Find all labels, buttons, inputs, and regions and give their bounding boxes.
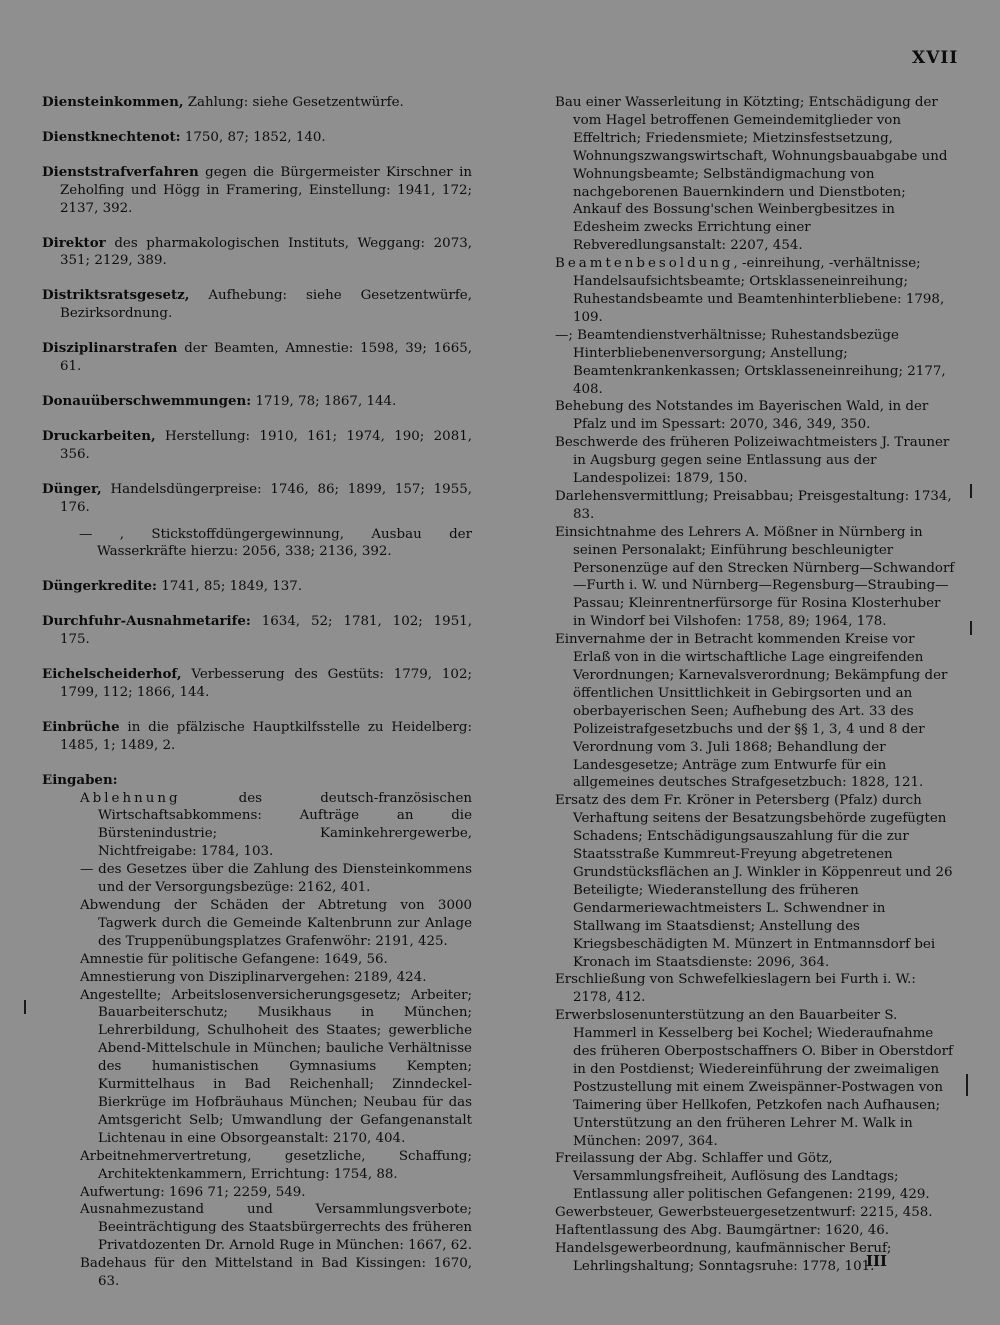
entry-keyword: Direktor xyxy=(42,234,106,251)
index-entry xyxy=(42,481,472,517)
index-entry xyxy=(42,235,472,271)
item-text: Bau einer Wasserleitung in Kötzting; Entschädigung der vom Hagel betroffenen Gemeindemitglieder von Effeltrich; Friedensmiete; Mietzinsfestsetzung, Wohnungszwangswirtschaft, Wohnungsbauabgabe und Wohnungsbeamte; Selbständigmachung von nachgeborenen Bauernkindern und Dienstboten; Ankauf des Bossung'schen Weinbergbesitzes in Edesheim zwecks Errichtung einer Rebveredlungsanstalt: 2207, 454. xyxy=(555,95,948,254)
eingaben-item xyxy=(42,1184,472,1202)
item-text: des deutsch-französischen Wirtschaftsabkommens: Aufträge an die Bürstenindustrie; Kaminkehrergewerbe, Nichtfreigabe: 1784, 103. xyxy=(98,790,472,860)
eingaben-item xyxy=(555,434,955,488)
entry-keyword: Diensteinkommen, xyxy=(42,94,184,110)
entry-text: Aufhebung: siehe Gesetzentwürfe, Bezirksordnung. xyxy=(60,288,472,322)
item-spaced-keyword: Beamtenbesoldung xyxy=(555,256,734,272)
entry-text: 1634, 52; 1781, 102; 1951, 175. xyxy=(60,614,472,648)
item-text: —; Beamtendienstverhältnisse; Ruhestandsbezüge Hinterbliebenenversorgung; Anstellung; Beamtenkrankenkassen; Ortsklasseneinreihung; 2177, 408. xyxy=(555,327,946,397)
margin-mark xyxy=(970,621,972,635)
item-text: Erschließung von Schwefelkieslagern bei Furth i. W.: 2178, 412. xyxy=(555,972,916,1006)
folio-number: III xyxy=(866,1252,888,1270)
index-column-right xyxy=(555,94,955,1276)
item-text: Abwendung der Schäden der Abtretung von 3000 Tagwerk durch die Gemeinde Kaltenbrunn zur Anlage des Truppenübungsplatzes Grafenwöhr: 2191, 425. xyxy=(80,898,472,949)
eingaben-item xyxy=(555,1007,955,1150)
entry-keyword: Düngerkredite: xyxy=(42,578,157,595)
item-spaced-keyword: Ablehnung xyxy=(80,790,181,806)
index-entry xyxy=(42,393,472,411)
entry-text: der Beamten, Amnestie: 1598, 39; 1665, 61. xyxy=(60,341,472,375)
entry-keyword: Dienstknechtenot: xyxy=(42,128,181,145)
item-text: Beschwerde des früheren Polizeiwachtmeisters J. Trauner in Augsburg gegen seine Entlassung aus der Landespolizei: 1879, 150. xyxy=(555,435,950,487)
entry-text: Zahlung: siehe Gesetzentwürfe. xyxy=(183,95,404,110)
item-text: Darlehensvermittlung; Preisabbau; Preisgestaltung: 1734, 83. xyxy=(555,488,952,522)
eingaben-item xyxy=(555,971,955,1007)
item-text: Behebung des Notstandes im Bayerischen Wald, in der Pfalz und im Spessart: 2070, 346, 349, 350. xyxy=(555,399,929,433)
index-entry xyxy=(42,94,472,112)
margin-mark xyxy=(970,484,972,498)
item-text: — des Gesetzes über die Zahlung des Diensteinkommens und der Versorgungsbezüge: 2162, 401. xyxy=(80,862,472,896)
eingaben-item xyxy=(42,951,472,969)
eingaben-item xyxy=(555,1150,955,1204)
entry-text: 1719, 78; 1867, 144. xyxy=(251,393,397,409)
item-text: Ersatz des dem Fr. Kröner in Petersberg (Pfalz) durch Verhaftung seitens der Besatzungsbehörde zugefügten Schadens; Entschädigungsauszahlung für die zur Staatsstraße Kummreut-Freyung abgetretenen Grundstücksflächen an J. Winkler in Köppenreut und 26 Beteiligte; Wiederanstellung des früheren Gendarmeriewachtmeisters L. Schwendner in Stallwang im Staatsdienst; Anstellung des Kriegsbeschädigten M. Münzert in Entmannsdorf bei Kronach im Staatsdienste: 2096, 364. xyxy=(555,793,953,970)
item-text: Amnestie für politische Gefangene: 1649, 56. xyxy=(80,951,388,967)
item-text: Einvernahme der in Betracht kommenden Kreise vor Erlaß von in die wirtschaftliche Lage eingreifenden Verordnungen; Karnevalsverordnung; Bekämpfung der öffentlichen Unsittlichkeit in Gebirgsorten und an oberbayerischen Seen; Aufhebung des Art. 33 des Polizeistrafgesetzbuchs und der §§ 1, 3, 4 und 8 der Verordnung vom 3. Juli 1868; Behandlung der Landesgesetze; Anträge zum Entwurfe für ein allgemeines deutsches Strafgesetzbuch: 1828, 121. xyxy=(555,632,948,791)
eingaben-item xyxy=(555,524,955,631)
entry-keyword: Distriktsratsgesetz, xyxy=(42,287,190,304)
margin-mark xyxy=(24,1000,26,1014)
item-text: Haftentlassung des Abg. Baumgärtner: 1620, 46. xyxy=(555,1223,890,1239)
entry-keyword: Einbrüche xyxy=(42,718,120,735)
entry-keyword: Disziplinarstrafen xyxy=(42,340,178,357)
eingaben-item xyxy=(555,94,955,255)
page-number: XVII xyxy=(912,48,959,68)
index-entry xyxy=(42,666,472,702)
eingaben-item xyxy=(555,255,955,327)
item-text: Amnestierung von Disziplinarvergehen: 2189, 424. xyxy=(80,969,427,985)
entry-keyword: Eingaben: xyxy=(42,771,118,788)
eingaben-item xyxy=(555,398,955,434)
item-text: Einsichtnahme des Lehrers A. Mößner in Nürnberg in seinen Personalakt; Einführung beschleunigter Personenzüge auf den Strecken Nürnberg—Schwandorf—Furth i. W. und Nürnberg—Regensburg—Straubing—Passau; Kleinrentnerfürsorge für Rosina Klosterhuber in Windorf bei Vilshofen: 1758, 89; 1964, 178. xyxy=(555,524,955,630)
entry-text: des pharmakologischen Instituts, Weggang: 2073, 351; 2129, 389. xyxy=(60,235,472,269)
entry-keyword: Druckarbeiten, xyxy=(42,427,156,444)
entry-keyword: Eichelscheiderhof, xyxy=(42,666,182,683)
index-entry xyxy=(42,164,472,218)
eingaben-item xyxy=(555,327,955,399)
entry-keyword: Dienststrafverfahren xyxy=(42,163,199,180)
entry-keyword: Durchfuhr-Ausnahmetarife: xyxy=(42,613,251,630)
entry-text: 1741, 85; 1849, 137. xyxy=(156,579,303,595)
entry-text: Herstellung: 1910, 161; 1974, 190; 2081, 356. xyxy=(60,428,472,462)
margin-mark xyxy=(966,1074,968,1096)
eingaben-item xyxy=(42,1255,472,1291)
index-entry xyxy=(42,578,472,596)
index-entry xyxy=(42,613,472,649)
index-entry xyxy=(42,428,472,464)
eingaben-item xyxy=(555,792,955,971)
eingaben-item xyxy=(555,1240,955,1276)
entry-text: in die pfälzische Hauptkilfsstelle zu Heidelberg: 1485, 1; 1489, 2. xyxy=(60,719,472,753)
item-text: Arbeitnehmervertretung, gesetzliche, Schaffung; Architektenkammern, Errichtung: 1754, 88. xyxy=(80,1148,472,1182)
index-entry xyxy=(42,340,472,376)
index-entry xyxy=(42,129,472,147)
eingaben-item xyxy=(42,861,472,897)
index-entry xyxy=(42,287,472,323)
item-text: , -einreihung, -verhältnisse; Handelsaufsichtsbeamte; Ortsklasseneinreihung; Ruhestandsbeamte und Beamtenhinterbliebene: 1798, 109. xyxy=(573,256,945,325)
entry-text: Handelsdüngerpreise: 1746, 86; 1899, 157; 1955, 176. xyxy=(60,481,472,515)
eingaben-item xyxy=(42,897,472,951)
item-text: Aufwertung: 1696 71; 2259, 549. xyxy=(80,1184,306,1200)
eingaben-item xyxy=(42,969,472,987)
item-text: Ausnahmezustand und Versammlungsverbote; Beeinträchtigung des Staatsbürgerrechts des früheren Privatdozenten Dr. Arnold Ruge in München: 1667, 62. xyxy=(80,1202,473,1254)
eingaben-item xyxy=(42,1148,472,1184)
entry-text: gegen die Bürgermeister Kirschner in Zeholfing und Högg in Framering, Einstellung: 1941, 172; 2137, 392. xyxy=(60,164,472,216)
eingaben-item xyxy=(42,790,472,862)
item-text: Gewerbsteuer, Gewerbsteuergesetzentwurf: 2215, 458. xyxy=(555,1205,933,1221)
item-text: Handelsgewerbeordnung, kaufmännischer Beruf; Lehrlingshaltung; Sonntagsruhe: 1778, 101. xyxy=(555,1241,892,1274)
entry-text: 1750, 87; 1852, 140. xyxy=(180,129,326,145)
eingaben-item xyxy=(555,1204,955,1222)
index-entry xyxy=(42,719,472,755)
index-subentry: — , Stickstoffdüngergewinnung, Ausbau der Wasserkräfte hierzu: 2056, 338; 2136, 392. xyxy=(79,526,472,560)
eingaben-item xyxy=(555,488,955,524)
item-text: Angestellte; Arbeitslosenversicherungsgesetz; Arbeiter; Bauarbeiterschutz; Musikhaus in München; Lehrerbildung, Schulhoheit des Staates; gewerbliche Abend-Mittelschule in München; bauliche Verhältnisse des humanistischen Gymnasiums Kempten; Kurmittelhaus in Bad Reichenhall; Zinndeckel-Bierkrüge im Hofbräuhaus München; Neubau für das Amtsgericht Selb; Umwandlung der Gefangenanstalt Lichtenau in eine Obsorgeanstalt: 2170, 404. xyxy=(80,987,472,1146)
item-text: Badehaus für den Mittelstand in Bad Kissingen: 1670, 63. xyxy=(80,1256,472,1290)
entry-keyword: Donauüberschwemmungen: xyxy=(42,392,252,409)
entry-text: Verbesserung des Gestüts: 1779, 102; 1799, 112; 1866, 144. xyxy=(60,667,472,700)
index-column-left xyxy=(42,94,472,1291)
item-text: Erwerbslosenunterstützung an den Bauarbeiter S. Hammerl in Kesselberg bei Kochel; Wiederaufnahme des früheren Oberpostschaffners O. Biber in Oberstdorf in den Postdienst; Wiedereinführung der zweimaligen Postzustellung mit einem Zweispänner-Postwagen von Taimering über Hellkofen, Petzkofen nach Aufhausen; Unterstützung an den früheren Lehrer M. Walk in München: 2097, 364. xyxy=(555,1008,953,1149)
eingaben-item xyxy=(42,1201,472,1255)
eingaben-item xyxy=(555,1222,955,1240)
index-entry xyxy=(42,772,472,790)
eingaben-item xyxy=(42,987,472,1148)
item-text: Freilassung der Abg. Schlaffer und Götz, Versammlungsfreiheit, Auflösung des Landtags; Entlassung aller politischen Gefangenen: 2199, 429. xyxy=(555,1151,930,1203)
entry-keyword: Dünger, xyxy=(42,480,102,497)
eingaben-item xyxy=(555,631,955,792)
